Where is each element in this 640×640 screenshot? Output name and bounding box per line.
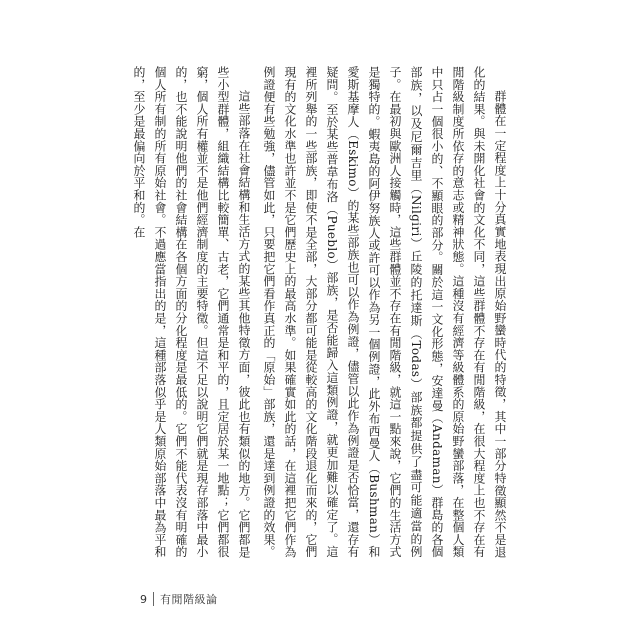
paragraph-1: 群體在一定程度上十分真實地表現出原始野蠻時代的特徵，其中一部分特徵顯然不是退化的結果。與未開化社會的文化不同，這些群體不存在有閒階級，在很大程度上也不存在有閒階級制度所依存的意志或精神狀態。這種沒有經濟等級體系的原始野蠻部落，在整個人類中只占一個很小的、不顯眼的部分。關於這一文化形態，安達曼（Andaman）群島的各個部族，以及尼爾吉里（Nilgiri）丘陵的托達斯（Todas）部族都提供了盡可能適當的例子。在最初與歐洲人接觸時，這些群體並不存在有閒階級，就這一點來說，它們的生活方式是獨特的。蝦夷島的阿伊努族人或許可以作為另一個例證，此外布西曼人（Bushman）和愛斯基摩人（Eskimo）的某些部族也可以作為例證，儘管以此作為例證是否恰當，還存有疑問。至於某些普韋布洛（Pueblo）部族，是否能歸入這類例證，就更加難以確定了。這裡所列舉的一些部族，即使不是全部，大部分都可能是從較高的文化階段退化而來的，它們現有的文化水準也許並不是它們歷史上的最高水準。如果確實如此的話，在這裡把它們作為例證便有些勉強，儘管如此，只要把它們看作真正的「原始」部族，還是達到例證的效果。 xyxy=(262,66,507,558)
page-number: 9 xyxy=(140,592,147,606)
footer-divider xyxy=(153,592,154,606)
paragraph-2: 這些部落在社會結構和生活方式的某些其他特徵方面，彼此也有類似的地方。它們都是些小型群體，組織結構比較簡單、古老，它們通常是和平的，且定居於某一地點；它們都很窮，個人所有權並不是他們經濟制度的主要特徵。但這不足以說明它們就是現存部落中最小的，也不能說明他們的社會結構在各個方面的分化程度是最低的。它們不能代表沒有明確的個人所有制的所有原始社會。不過應當指出的是，這種部落似乎是人類原始部落中最為平和的，至少是最偏向於平和的。在 xyxy=(132,66,251,558)
body-text xyxy=(128,66,510,558)
page-footer xyxy=(140,589,218,609)
running-title: 有閒階級論 xyxy=(160,593,218,606)
